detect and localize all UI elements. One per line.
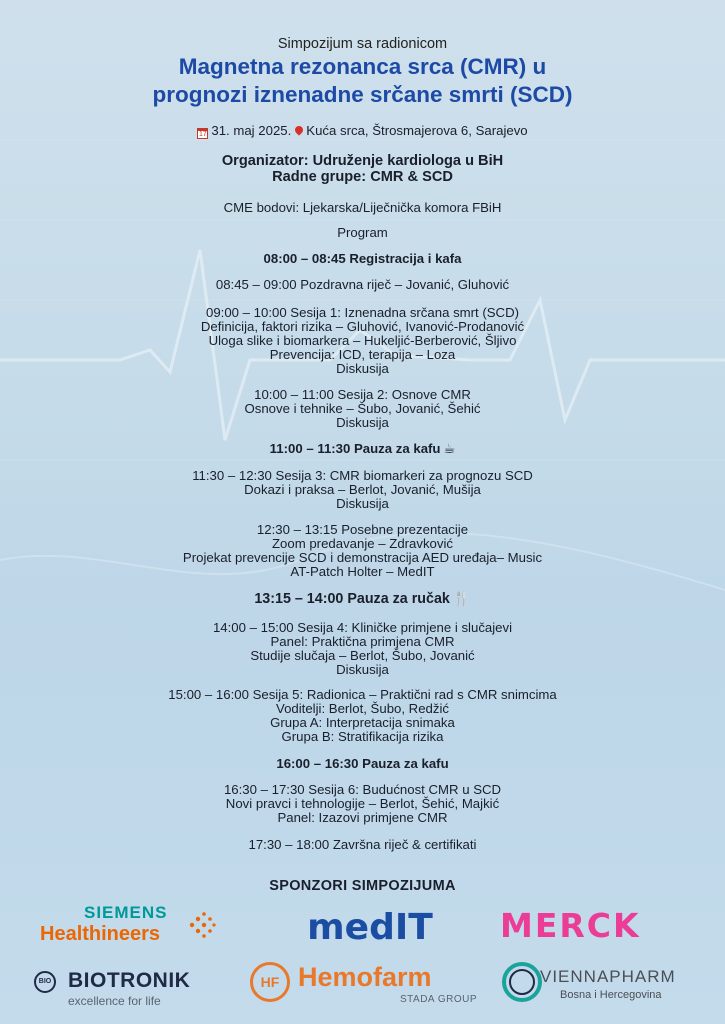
location-pin-icon [294, 124, 305, 135]
lunch-break-label: 13:15 – 14:00 Pauza za ručak [254, 591, 450, 607]
coffee-break-2: 16:00 – 16:30 Pauza za kafu [276, 756, 449, 771]
title-line-2: prognozi iznenadne srčane smrti (SCD) [152, 82, 573, 107]
session-5-line: Grupa B: Stratifikacija rizika [281, 729, 444, 744]
medit-logo: medIT [307, 907, 433, 948]
title-line-1: Magnetna rezonanca srca (CMR) u [178, 54, 547, 79]
biotronik-badge-icon: BIO [34, 971, 56, 993]
special-line: 12:30 – 13:15 Posebne prezentacije [256, 522, 469, 537]
session-3 [0, 469, 725, 511]
session-1-line: Diskusija [336, 361, 389, 376]
hemofarm-badge-icon: HF [250, 962, 290, 1002]
special-line: AT-Patch Holter – MedIT [290, 564, 435, 579]
hemofarm-tagline: STADA GROUP [400, 994, 477, 1005]
program-label: Program [337, 225, 388, 240]
siemens-wordmark: SIEMENS [84, 903, 168, 922]
event-location: Kuća srca, Štrosmajerova 6, Sarajevo [306, 123, 528, 138]
siemens-dots-icon [188, 911, 216, 939]
session-4 [0, 621, 725, 677]
session-5-line: 15:00 – 16:00 Sesija 5: Radionica – Praktični rad s CMR snimcima [168, 687, 557, 702]
lunch-break [0, 592, 725, 606]
special-line: Projekat prevencije SCD i demonstracija AED uređaja– Music [182, 550, 543, 565]
biotronik-logo [34, 967, 224, 1011]
session-2-line: Osnove i tehnike – Šubo, Jovanić, Šehić [244, 401, 481, 416]
session-1-line: Prevencija: ICD, terapija – Loza [269, 347, 456, 362]
session-4-line: 14:00 – 15:00 Sesija 4: Kliničke primjene i slučajevi [212, 620, 513, 635]
session-3-line: Dokazi i praksa – Berlot, Jovanić, Mušija [244, 482, 481, 497]
siemens-healthineers-logo [40, 903, 230, 951]
event-kicker: Simpozijum sa radionicom [277, 36, 448, 52]
session-1 [0, 306, 725, 376]
session-2-line: 10:00 – 11:00 Sesija 2: Osnove CMR [254, 387, 471, 402]
session-3-line: Diskusija [336, 496, 389, 511]
session-2 [0, 388, 725, 430]
session-6-line: Panel: Izazovi primjene CMR [277, 810, 448, 825]
session-1-line: Uloga slike i biomarkera – Hukeljić-Berberović, Šljivo [208, 333, 517, 348]
viennapharm-logo [500, 960, 695, 1008]
session-6-line: Novi pravci i tehnologije – Berlot, Šehić, Majkić [225, 796, 500, 811]
registration-item: 08:00 – 08:45 Registracija i kafa [263, 251, 462, 266]
session-6 [0, 783, 725, 825]
coffee-cup-icon: ☕ [443, 441, 456, 456]
working-groups: Radne grupe: CMR & SCD [272, 169, 453, 185]
session-1-line: 09:00 – 10:00 Sesija 1: Iznenadna srčana smrt (SCD) [205, 305, 519, 320]
closing-item: 17:30 – 18:00 Završna riječ & certifikati [248, 837, 477, 852]
merck-logo [500, 908, 685, 944]
session-4-line: Diskusija [336, 662, 389, 677]
merck-wordmark: MERCK [500, 906, 641, 945]
special-line: Zoom predavanje – Zdravković [271, 536, 454, 551]
calendar-icon: 17 [197, 128, 208, 139]
hemofarm-wordmark: Hemofarm [298, 962, 432, 992]
session-5-line: Voditelji: Berlot, Šubo, Redžić [276, 701, 449, 716]
sponsors-title: SPONZORI SIMPOZIJUMA [269, 878, 456, 894]
cutlery-icon: 🍴 [452, 591, 471, 607]
session-4-line: Studije slučaja – Berlot, Šubo, Jovanić [250, 648, 475, 663]
session-3-line: 11:30 – 12:30 Sesija 3: CMR biomarkeri za prognozu SCD [192, 468, 533, 483]
welcome-item: 08:45 – 09:00 Pozdravna riječ – Jovanić, Gluhović [215, 277, 510, 292]
hemofarm-logo [250, 960, 480, 1010]
session-1-line: Definicija, faktori rizika – Gluhović, Ivanović-Prodanović [200, 319, 525, 334]
biotronik-wordmark: BIOTRONIK [68, 969, 191, 992]
viennapharm-ring-icon [500, 960, 544, 1004]
date-location-line [0, 124, 725, 139]
organizer: Organizator: Udruženje kardiologa u BiH [221, 153, 504, 169]
special-presentations [0, 523, 725, 579]
session-5 [0, 688, 725, 744]
viennapharm-wordmark: VIENNAPHARM [540, 967, 676, 986]
session-2-line: Diskusija [336, 415, 389, 430]
session-5-line: Grupa A: Interpretacija snimaka [270, 715, 455, 730]
coffee-break-1 [0, 442, 725, 456]
session-4-line: Panel: Praktična primjena CMR [270, 634, 455, 649]
session-6-line: 16:30 – 17:30 Sesija 6: Budućnost CMR u SCD [223, 782, 502, 797]
coffee-break-1-label: 11:00 – 11:30 Pauza za kafu [269, 441, 441, 456]
healthineers-wordmark: Healthineers [40, 923, 161, 945]
viennapharm-tagline: Bosna i Hercegovina [560, 989, 662, 1001]
cme-points: CME bodovi: Ljekarska/Liječnička komora FBiH [223, 200, 502, 215]
biotronik-tagline: excellence for life [68, 994, 161, 1008]
event-date: 31. maj 2025. [211, 123, 292, 138]
